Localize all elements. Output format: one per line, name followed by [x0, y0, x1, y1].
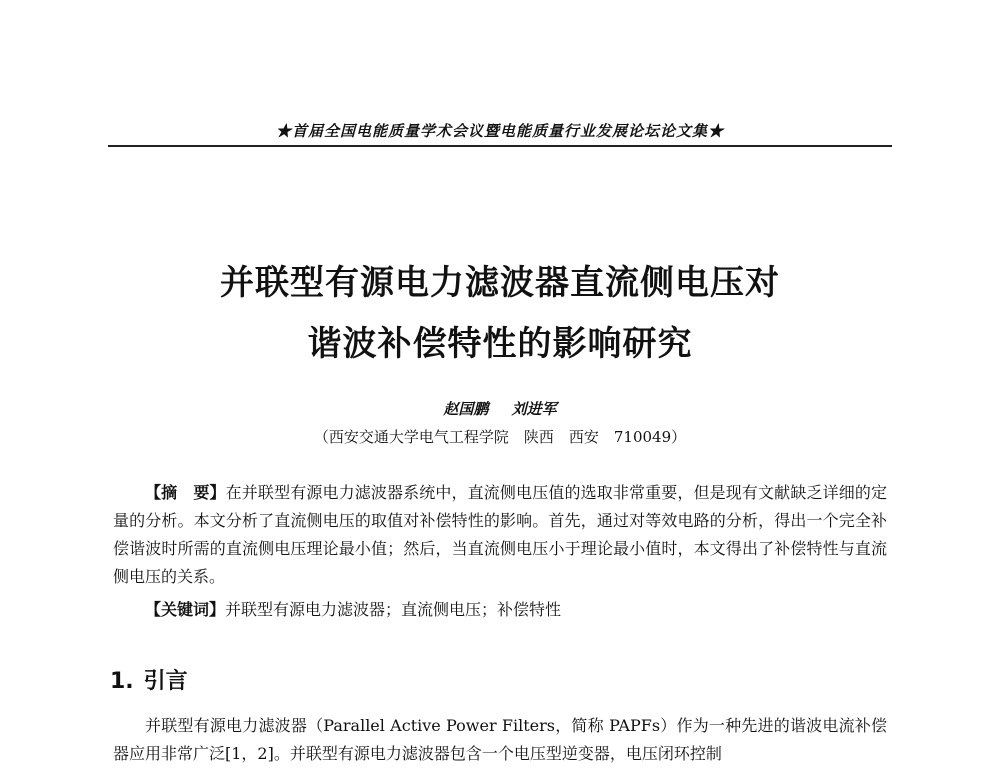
running-header: ★首届全国电能质量学术会议暨电能质量行业发展论坛论文集★: [275, 122, 724, 140]
keywords-text: 并联型有源电力滤波器；直流侧电压；补偿特性: [225, 600, 562, 619]
author-name: 赵国鹏: [443, 400, 489, 418]
abstract-text: 在并联型有源电力滤波器系统中，直流侧电压值的选取非常重要，但是现有文献缺乏详细的定量的分析。本文分析了直流侧电压的取值对补偿特性的影响。首先，通过对等效电路的分析，得出一个完全补偿谐波时所需的直流侧电压理论最小值；然后，当直流侧电压小于理论最小值时，本文得出了补偿特性与直流侧电压的关系。: [113, 483, 887, 586]
author-name: 刘进军: [511, 400, 557, 418]
section-number: 1.: [110, 669, 134, 694]
intro-paragraph: 并联型有源电力滤波器（Parallel Active Power Filters，简称 PAPFs）作为一种先进的谐波电流补偿器应用非常广泛[1，2]。并联型有源电力滤波器包含一个电压型逆变器，电压闭环控制: [113, 716, 887, 763]
abstract-label: 【摘 要】: [145, 483, 226, 502]
section-title: 引言: [143, 669, 188, 694]
keywords-label: 【关键词】: [145, 600, 226, 619]
paper-title-line2: 谐波补偿特性的影响研究: [307, 324, 693, 364]
keywords-paragraph: [113, 596, 887, 624]
affiliation: （西安交通大学电气工程学院 陕西 西安 710049）: [313, 428, 687, 446]
paper-title-line1: 并联型有源电力滤波器直流侧电压对: [220, 263, 780, 303]
abstract-paragraph: [113, 479, 887, 591]
author-list: [0, 398, 1000, 419]
section-heading: [110, 664, 188, 695]
header-rule: [108, 145, 892, 147]
